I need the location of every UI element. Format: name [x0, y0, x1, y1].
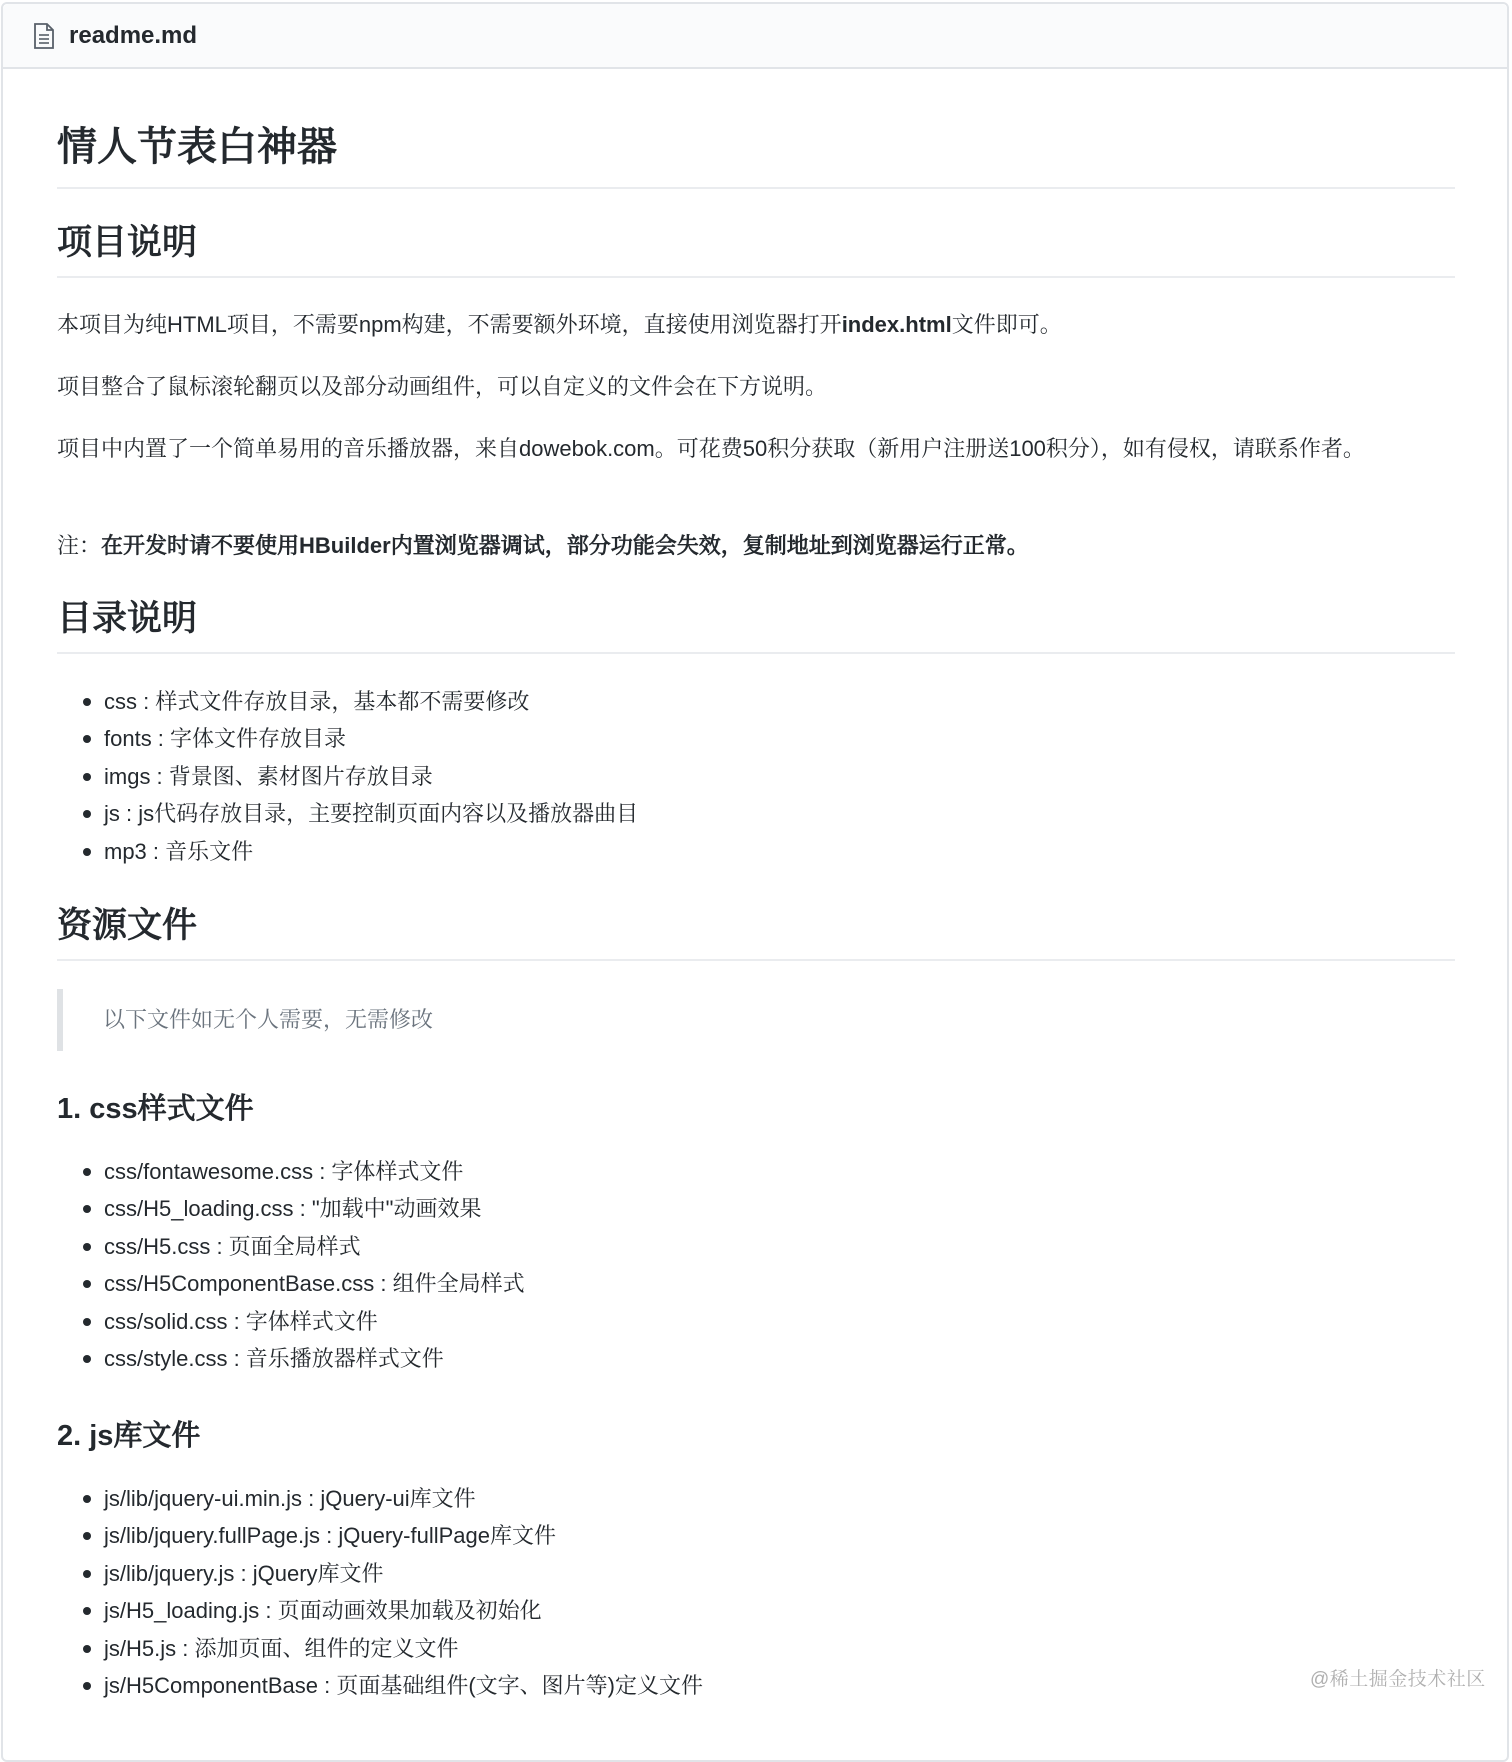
list-item: imgs : 背景图、素材图片存放目录 — [57, 758, 638, 795]
note-bold-text: 在开发时请不要使用HBuilder内置浏览器调试，部分功能会失效，复制地址到浏览器运行正常。 — [101, 533, 1029, 558]
css-file-list — [57, 1153, 525, 1377]
heading-project-description: 项目说明 — [57, 219, 1455, 278]
list-item: fonts : 字体文件存放目录 — [57, 720, 638, 757]
list-item: mp3 : 音乐文件 — [57, 833, 638, 870]
list-item: css/H5.css : 页面全局样式 — [57, 1228, 525, 1265]
readme-container — [1, 2, 1509, 1762]
list-item: css : 样式文件存放目录，基本都不需要修改 — [57, 683, 638, 720]
directory-list — [57, 683, 638, 870]
bold-index-html: index.html — [841, 312, 952, 337]
paragraph-intro: 本项目为纯HTML项目，不需要npm构建，不需要额外环境，直接使用浏览器打开index.html文件即可。 — [57, 312, 1062, 337]
list-item: css/H5ComponentBase.css : 组件全局样式 — [57, 1265, 525, 1302]
watermark: @稀土掘金技术社区 — [1310, 1669, 1486, 1690]
list-item: css/fontawesome.css : 字体样式文件 — [57, 1153, 525, 1190]
list-item: js/lib/jquery.js : jQuery库文件 — [57, 1555, 703, 1592]
file-header — [3, 4, 1507, 69]
list-item: js/H5_loading.js : 页面动画效果加载及初始化 — [57, 1592, 703, 1629]
paragraph-features: 项目整合了鼠标滚轮翻页以及部分动画组件，可以自定义的文件会在下方说明。 — [57, 374, 828, 399]
js-file-list — [57, 1480, 703, 1704]
list-item: js/H5ComponentBase : 页面基础组件(文字、图片等)定义文件 — [57, 1667, 703, 1704]
heading-directory: 目录说明 — [57, 595, 1455, 654]
list-item: css/style.css : 音乐播放器样式文件 — [57, 1340, 525, 1377]
paragraph-note: 注：在开发时请不要使用HBuilder内置浏览器调试，部分功能会失效，复制地址到浏览器运行正常。 — [57, 533, 1029, 558]
list-item: js/lib/jquery.fullPage.js : jQuery-fullPage库文件 — [57, 1517, 703, 1554]
page-title: 情人节表白神器 — [57, 119, 1455, 189]
paragraph-music-player: 项目中内置了一个简单易用的音乐播放器，来自dowebok.com。可花费50积分获取（新用户注册送100积分），如有侵权，请联系作者。 — [57, 436, 1365, 461]
list-item: js : js代码存放目录，主要控制页面内容以及播放器曲目 — [57, 795, 638, 832]
blockquote: 以下文件如无个人需要，无需修改 — [57, 989, 1455, 1051]
heading-css-files: 1. css样式文件 — [57, 1093, 254, 1125]
heading-resources: 资源文件 — [57, 902, 1455, 961]
heading-js-files: 2. js库文件 — [57, 1420, 201, 1452]
list-item: js/H5.js : 添加页面、组件的定义文件 — [57, 1630, 703, 1667]
file-name: readme.md — [69, 21, 198, 49]
file-text-icon — [33, 23, 55, 49]
list-item: css/solid.css : 字体样式文件 — [57, 1303, 525, 1340]
list-item: js/lib/jquery-ui.min.js : jQuery-ui库文件 — [57, 1480, 703, 1517]
list-item: css/H5_loading.css : "加载中"动画效果 — [57, 1190, 525, 1227]
